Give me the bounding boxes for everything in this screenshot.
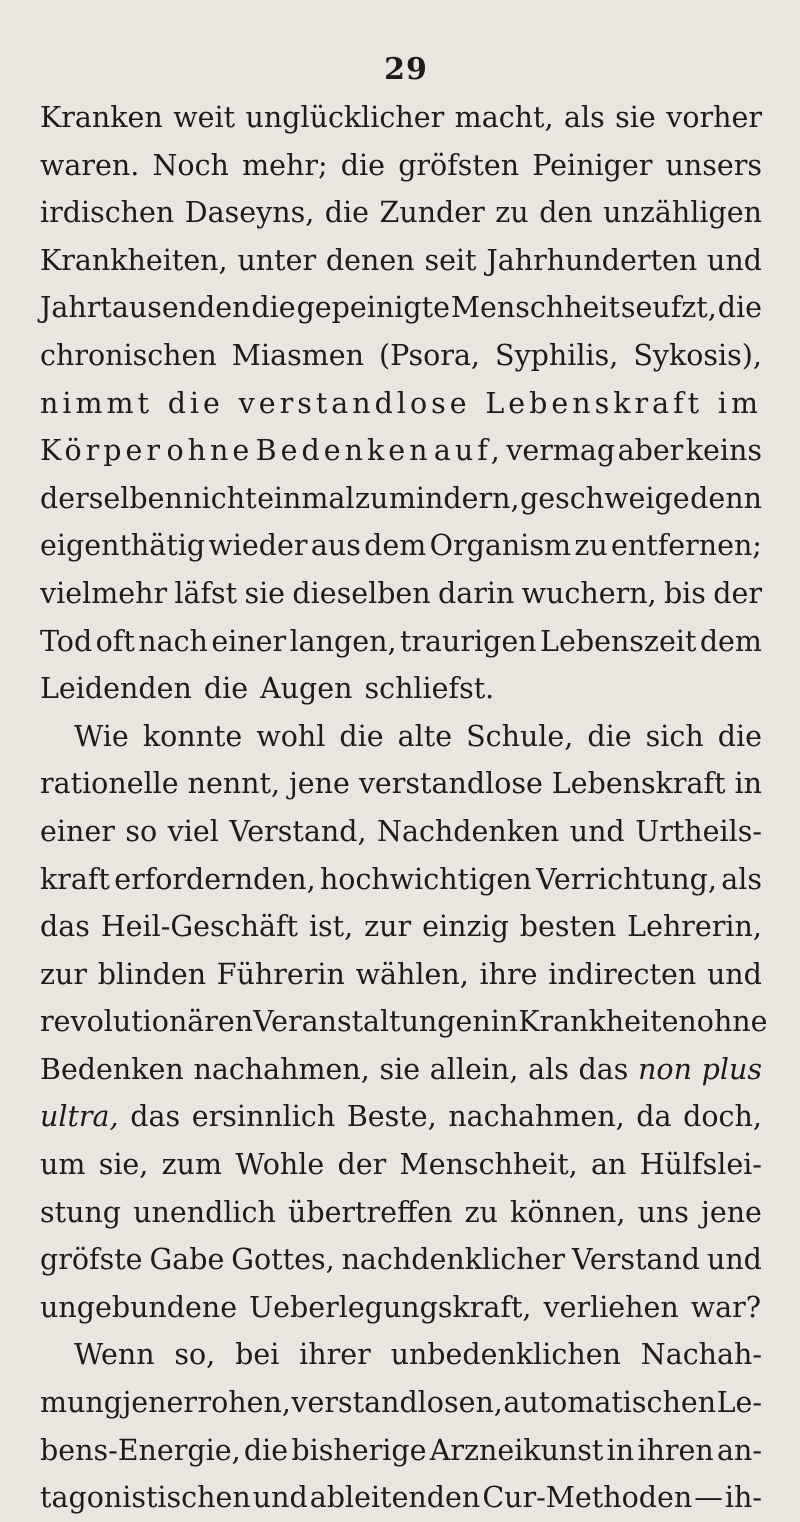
- word: die: [324, 196, 370, 230]
- word: langen,: [289, 624, 397, 658]
- word: an-: [716, 1433, 762, 1467]
- word: ohne: [696, 1005, 768, 1039]
- text-line: [40, 189, 762, 237]
- text-line: [40, 1284, 762, 1332]
- word: entfernen;: [611, 529, 762, 563]
- text-line: [40, 1379, 762, 1427]
- word: derselben: [40, 481, 183, 515]
- word: zum: [161, 1148, 223, 1182]
- word: geschweige: [520, 481, 690, 515]
- word: übertreffen: [287, 1195, 453, 1229]
- word: alte: [397, 719, 453, 753]
- text-line: [40, 951, 762, 999]
- word: mung: [40, 1386, 122, 1420]
- word: Leidenden: [40, 672, 192, 706]
- word: vermag: [506, 434, 616, 468]
- word: waren.: [40, 148, 140, 182]
- word: ih-: [724, 1481, 762, 1515]
- word: und: [569, 814, 625, 848]
- word: ungebundene: [40, 1290, 238, 1324]
- word: das: [40, 910, 90, 944]
- word: revolutionären: [40, 1005, 254, 1039]
- word: unglücklicher: [245, 101, 445, 134]
- word: plus: [701, 1052, 762, 1086]
- word: Hülfslei-: [639, 1148, 762, 1182]
- word: Gabe: [149, 1243, 225, 1277]
- word: Krankheiten,: [40, 243, 228, 277]
- word: Jahrtausenden: [40, 291, 251, 325]
- text-line: [40, 284, 762, 332]
- word: seit: [424, 243, 477, 277]
- word: unbedenklichen: [390, 1338, 621, 1372]
- word: non: [638, 1052, 692, 1086]
- word: Nachdenken: [377, 814, 560, 848]
- word: Augen: [260, 672, 353, 706]
- word: Menschheit: [450, 291, 620, 325]
- word: der: [713, 576, 762, 610]
- word: blinden: [97, 957, 207, 991]
- word: wieder: [208, 529, 308, 563]
- word: so,: [174, 1338, 216, 1372]
- word: die: [251, 291, 296, 325]
- word: eigenthätig: [40, 529, 206, 563]
- text-line: [40, 522, 762, 570]
- word: mindern,: [388, 481, 520, 515]
- word: als: [721, 862, 762, 896]
- word: hochwichtigen: [319, 862, 532, 896]
- word: konnte: [142, 719, 243, 753]
- word: war?: [690, 1290, 762, 1324]
- word: Verstand: [571, 1243, 701, 1277]
- word: ableitenden: [309, 1481, 481, 1515]
- word: Bedenken: [40, 1052, 184, 1086]
- word: Zunder: [379, 196, 485, 230]
- text-line: [40, 332, 762, 380]
- word: die: [340, 148, 385, 182]
- word: nimmt: [40, 386, 153, 420]
- word: Menschheit,: [399, 1148, 578, 1182]
- word: da: [636, 1100, 672, 1134]
- text-line: [40, 1236, 762, 1284]
- word: Sykosis),: [633, 338, 762, 372]
- word: tagonistischen: [40, 1481, 251, 1515]
- word: stung: [40, 1195, 122, 1229]
- text-line: [40, 1189, 762, 1237]
- word: Schule,: [466, 719, 574, 753]
- word: auf,: [433, 434, 504, 468]
- word: doch,: [683, 1100, 762, 1134]
- word: automatischen: [503, 1386, 717, 1420]
- word: der: [337, 1148, 387, 1182]
- word: läfst: [174, 576, 238, 610]
- word: Wohle: [235, 1148, 325, 1182]
- word: den: [539, 196, 593, 230]
- word: und: [706, 1243, 762, 1277]
- word: dem: [699, 624, 762, 658]
- word: die: [203, 672, 249, 706]
- page-number: 29: [384, 52, 428, 87]
- word: schliefst.: [364, 672, 495, 706]
- word: gepeinigte: [296, 291, 450, 325]
- word: Lebenszeit: [540, 624, 697, 658]
- word: jene: [288, 767, 350, 801]
- word: und: [706, 957, 762, 991]
- word: besten: [519, 910, 617, 944]
- word: Lebenskraft: [551, 767, 726, 801]
- text-line: [40, 618, 762, 666]
- word: unendlich: [133, 1195, 276, 1229]
- word: wohl: [256, 719, 326, 753]
- word: aber: [617, 434, 684, 468]
- word: Körper: [40, 434, 165, 468]
- word: verliehen: [543, 1290, 679, 1324]
- word: in: [606, 1433, 635, 1467]
- word: nachdenklicher: [341, 1243, 565, 1277]
- word: jener: [122, 1386, 198, 1420]
- word: die: [717, 291, 762, 325]
- word: dem: [364, 529, 427, 563]
- word: keins: [685, 434, 762, 468]
- word: uns: [637, 1195, 689, 1229]
- word: Arzneikunst: [429, 1433, 604, 1467]
- text-line: [40, 94, 762, 142]
- word: die: [167, 386, 224, 420]
- word: bei: [235, 1338, 280, 1372]
- text-line: [40, 1093, 762, 1141]
- word: Miasmen: [231, 338, 364, 372]
- word: Syphilis,: [495, 338, 619, 372]
- word: darin: [437, 576, 515, 610]
- word: Ueberlegungskraft,: [249, 1290, 532, 1324]
- word: Verstand,: [229, 814, 367, 848]
- word: bens-Energie,: [40, 1433, 241, 1467]
- text-line: [40, 1427, 762, 1475]
- word: nach: [138, 624, 208, 658]
- word: als: [528, 1052, 569, 1086]
- word: verstandlose: [238, 386, 471, 420]
- word: wählen,: [355, 957, 469, 991]
- word: erfordernden,: [114, 862, 316, 896]
- word: irdischen: [40, 196, 175, 230]
- word: denn: [690, 481, 762, 515]
- word: Cur-Methoden: [482, 1481, 693, 1515]
- word: Jahrhunderten: [486, 243, 698, 277]
- word: Beste,: [346, 1100, 437, 1134]
- word: Urtheils-: [635, 814, 762, 848]
- word: denen: [325, 243, 415, 277]
- word: einer: [211, 624, 287, 658]
- word: einer: [40, 814, 115, 848]
- word: viel: [167, 814, 219, 848]
- word: oft: [95, 624, 135, 658]
- word: verstandlose: [358, 767, 543, 801]
- word: jene: [701, 1195, 762, 1229]
- word: Daseyns,: [184, 196, 315, 230]
- word: Krankheiten: [518, 1005, 697, 1039]
- word: seufzt,: [620, 291, 717, 325]
- word: im: [717, 386, 762, 420]
- word: allein,: [429, 1052, 519, 1086]
- word: Veranstaltungen: [253, 1005, 491, 1039]
- text-line: [40, 713, 762, 761]
- word: die: [339, 719, 384, 753]
- word: gröfsten: [398, 148, 520, 182]
- word: zu: [355, 481, 389, 515]
- text-line: [40, 998, 768, 1046]
- word: nennt,: [187, 767, 281, 801]
- word: Gottes,: [231, 1243, 335, 1277]
- word: rationelle: [40, 767, 179, 801]
- text-line: [40, 856, 762, 904]
- word: —: [694, 1481, 723, 1515]
- word: sich: [645, 719, 704, 753]
- word: (Psora,: [379, 338, 480, 372]
- word: ist,: [308, 910, 354, 944]
- text-line: [40, 142, 762, 190]
- word: Peiniger: [532, 148, 653, 182]
- word: Wenn: [74, 1338, 155, 1372]
- word: ersinnlich: [191, 1100, 336, 1134]
- word: verstandlosen,: [291, 1386, 503, 1420]
- word: bisherige: [291, 1433, 427, 1467]
- word: indirecten: [548, 957, 697, 991]
- word: sie,: [98, 1148, 149, 1182]
- word: sie: [244, 576, 286, 610]
- word: Kranken: [40, 101, 163, 134]
- word: ultra,: [40, 1100, 119, 1134]
- word: dieselben: [292, 576, 431, 610]
- word: zu: [495, 196, 529, 230]
- word: in: [734, 767, 762, 801]
- word: Lehrerin,: [627, 910, 762, 944]
- word: Verrichtung,: [535, 862, 717, 896]
- word: die: [717, 719, 762, 753]
- word: Bedenken: [255, 434, 432, 468]
- word: gröfste: [40, 1243, 143, 1277]
- word: und: [707, 243, 762, 277]
- word: nachahmen,: [448, 1100, 625, 1134]
- text-line: [40, 380, 762, 428]
- word: und: [252, 1481, 308, 1515]
- text-line: [40, 1046, 762, 1094]
- word: Führerin: [216, 957, 345, 991]
- word: unzähligen: [603, 196, 762, 230]
- word: wuchern,: [521, 576, 657, 610]
- text-line: [40, 665, 762, 713]
- word: ihre: [479, 957, 538, 991]
- word: bis: [663, 576, 706, 610]
- text-line: [40, 760, 762, 808]
- text-line: [40, 808, 762, 856]
- word: kraft: [40, 862, 110, 896]
- word: Le-: [716, 1386, 762, 1420]
- text-line: [40, 237, 762, 285]
- text-line: [40, 1474, 762, 1522]
- text-line: [40, 570, 762, 618]
- word: einmal: [257, 481, 355, 515]
- word: unsers: [665, 148, 762, 182]
- word: das: [578, 1052, 629, 1086]
- word: zur: [40, 957, 87, 991]
- word: aus: [310, 529, 361, 563]
- word: traurigen: [399, 624, 537, 658]
- word: mehr;: [242, 148, 328, 182]
- word: an: [591, 1148, 627, 1182]
- word: unter: [237, 243, 317, 277]
- word: Noch: [152, 148, 229, 182]
- word: können,: [510, 1195, 626, 1229]
- word: Lebenskraft: [485, 386, 704, 420]
- word: zu: [574, 529, 608, 563]
- word: vorher: [666, 101, 762, 134]
- text-line: [40, 427, 762, 475]
- word: in: [490, 1005, 519, 1039]
- word: ohne: [166, 434, 254, 468]
- word: nicht: [183, 481, 257, 515]
- word: ihren: [637, 1433, 714, 1467]
- word: zu: [464, 1195, 498, 1229]
- word: rohen,: [197, 1386, 291, 1420]
- text-line: [40, 1331, 762, 1379]
- word: macht,: [454, 101, 554, 134]
- text-line: [40, 903, 762, 951]
- word: die: [243, 1433, 289, 1467]
- word: Wie: [74, 719, 129, 753]
- word: sie: [615, 101, 656, 134]
- word: Heil-Geschäft: [100, 910, 298, 944]
- word: sie: [379, 1052, 421, 1086]
- word: einzig: [422, 910, 509, 944]
- word: Tod: [40, 624, 93, 658]
- word: die: [587, 719, 632, 753]
- word: vielmehr: [40, 576, 168, 610]
- word: weit: [173, 101, 236, 134]
- text-line: [40, 475, 762, 523]
- word: Organism: [429, 529, 571, 563]
- word: ihrer: [299, 1338, 371, 1372]
- word: das: [130, 1100, 181, 1134]
- word: um: [40, 1148, 86, 1182]
- word: so: [125, 814, 158, 848]
- word: Nachah-: [640, 1338, 762, 1372]
- word: nachahmen,: [193, 1052, 370, 1086]
- text-line: [40, 1141, 762, 1189]
- body-text: [40, 94, 768, 1522]
- word: chronischen: [40, 338, 217, 372]
- word: zur: [364, 910, 412, 944]
- word: als: [563, 101, 605, 134]
